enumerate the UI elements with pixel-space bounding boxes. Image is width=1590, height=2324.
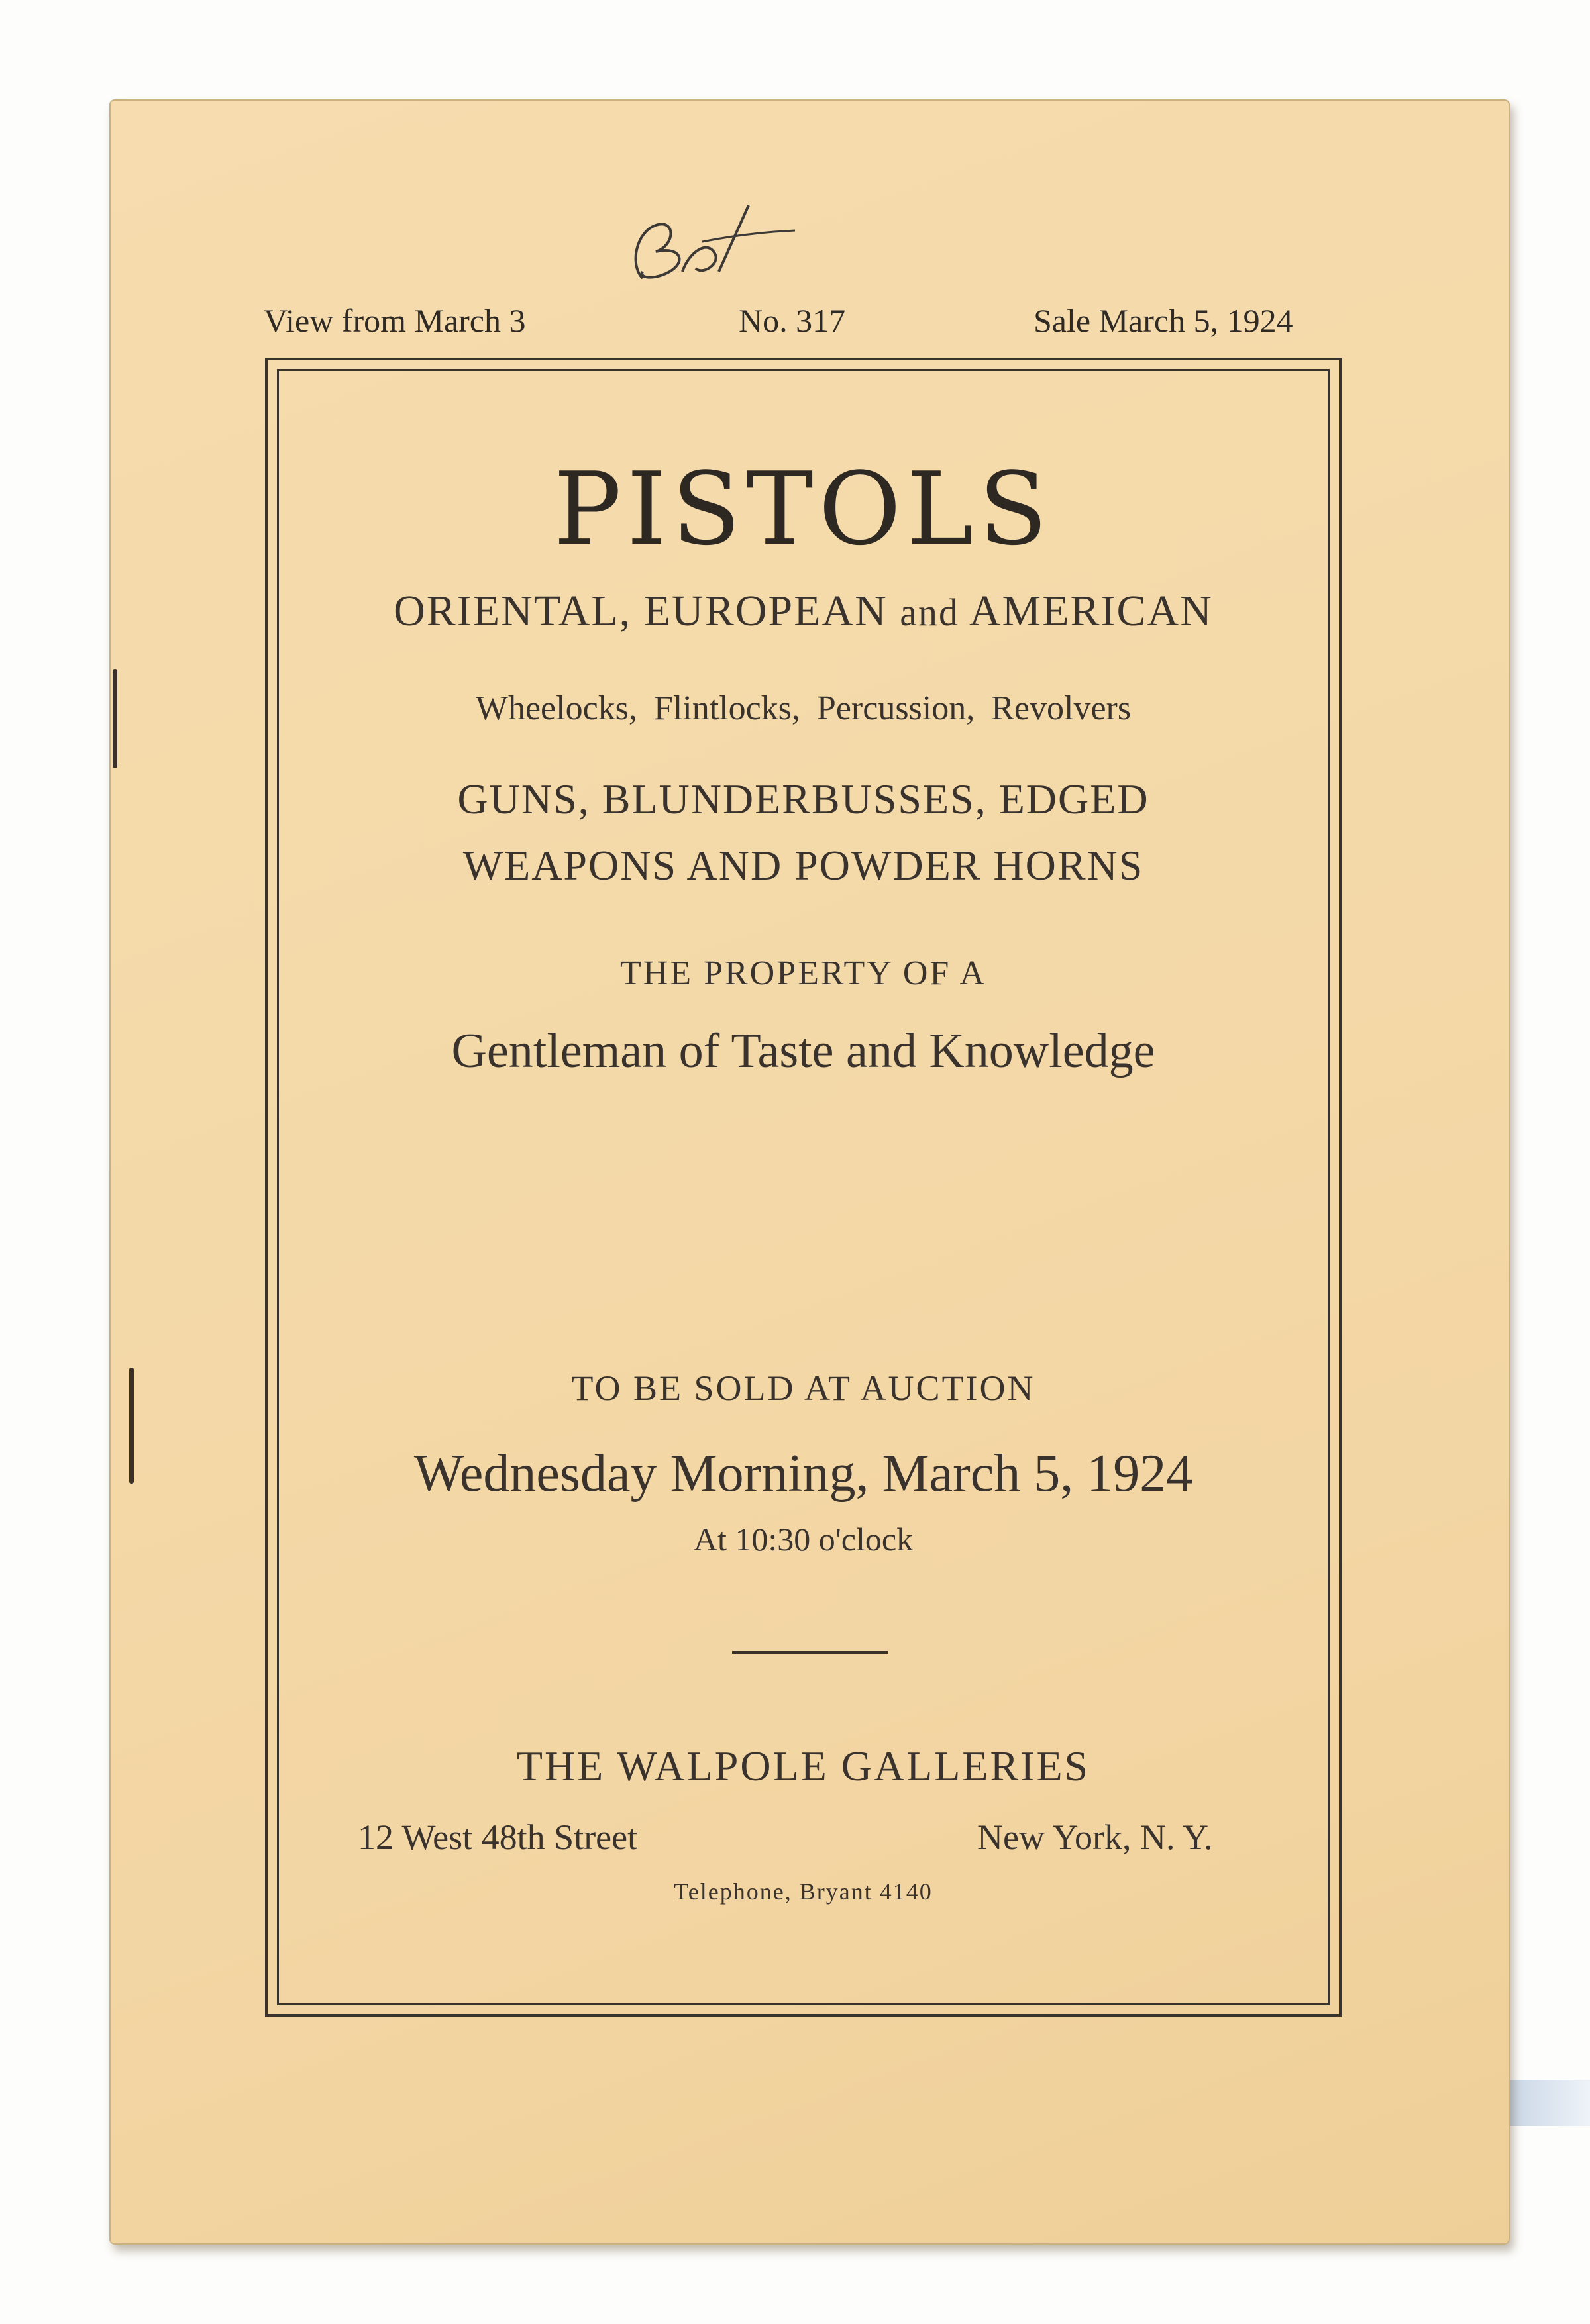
gallery-city: New York, N. Y. <box>977 1817 1213 1857</box>
gallery-address: 12 West 48th Street <box>358 1817 638 1857</box>
binding-staple <box>129 1368 134 1484</box>
origin-part-1: ORIENTAL, EUROPEAN <box>394 587 900 635</box>
gallery-telephone: Telephone, Bryant 4140 <box>674 1878 933 1905</box>
weapons-line-2: WEAPONS AND POWDER HORNS <box>462 842 1144 889</box>
view-date: View from March 3 <box>264 302 526 339</box>
catalogue-number: No. 317 <box>739 302 846 339</box>
catalogue-title: PISTOLS <box>553 450 1053 568</box>
property-line: THE PROPERTY OF A <box>619 954 987 992</box>
auction-heading: TO BE SOLD AT AUCTION <box>571 1368 1035 1408</box>
origin-line <box>265 586 1342 636</box>
auction-date: Wednesday Morning, March 5, 1924 <box>413 1444 1193 1503</box>
background-strip <box>1507 2080 1590 2126</box>
handwritten-signature <box>603 192 802 298</box>
origin-part-2: AMERICAN <box>959 587 1213 635</box>
owner-line: Gentleman of Taste and Knowledge <box>451 1024 1155 1078</box>
auction-time: At 10:30 o'clock <box>693 1521 914 1558</box>
origin-and: and <box>900 591 960 634</box>
mechanism-line: Wheelocks, Flintlocks, Percussion, Revolvers <box>475 689 1132 727</box>
divider-rule <box>732 1651 888 1654</box>
binding-staple <box>113 669 117 768</box>
sale-date: Sale March 5, 1924 <box>1034 302 1293 339</box>
gallery-name: THE WALPOLE GALLERIES <box>516 1743 1090 1790</box>
weapons-line-1: GUNS, BLUNDERBUSSES, EDGED <box>457 776 1149 823</box>
